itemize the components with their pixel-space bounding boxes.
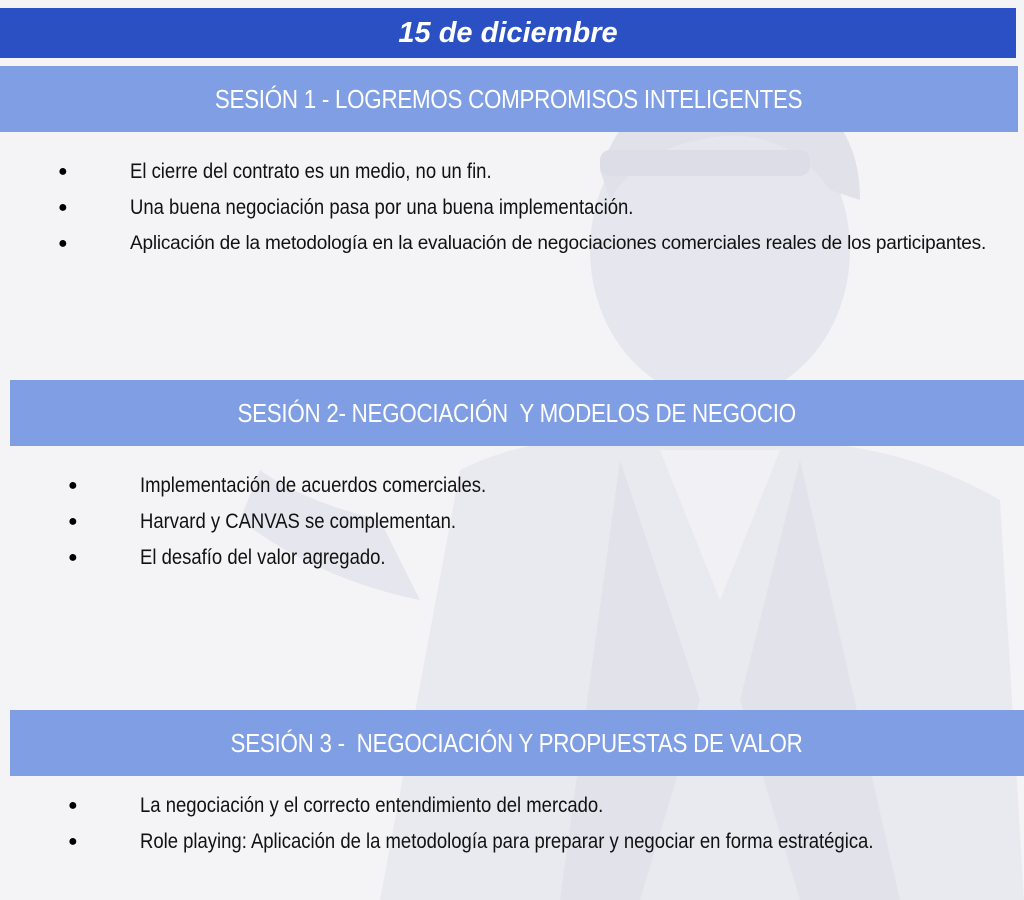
bullet-dot-icon: ● [58, 199, 68, 216]
bullet-dot-icon: ● [58, 235, 68, 252]
session-3-title: SESIÓN 3 - NEGOCIACIÓN Y PROPUESTAS DE VALOR [231, 728, 803, 758]
list-item [68, 504, 968, 540]
list-item-text: La negociación y el correcto entendimiento del mercado. [140, 794, 604, 817]
session-2-header [10, 380, 1024, 446]
bullet-dot-icon: ● [68, 797, 78, 814]
bullet-dot-icon: ● [68, 833, 78, 850]
session-2-title: SESIÓN 2- NEGOCIACIÓN Y MODELOS DE NEGOCIO [237, 398, 797, 428]
session-1-title: SESIÓN 1 - LOGREMOS COMPROMISOS INTELIGENTES [215, 84, 803, 114]
date-title-bar: 15 de diciembre [0, 8, 1016, 58]
list-item [68, 788, 1008, 824]
list-item-text: Una buena negociación pasa por una buena implementación. [130, 196, 634, 219]
bullet-dot-icon: ● [68, 549, 78, 566]
session-3-header [10, 710, 1024, 776]
session-2-list [68, 468, 968, 576]
list-item-text: Implementación de acuerdos comerciales. [140, 474, 487, 497]
list-item-text: El desafío del valor agregado. [140, 546, 386, 569]
list-item [58, 154, 988, 190]
list-item [58, 190, 988, 226]
list-item-text: El cierre del contrato es un medio, no un fin. [130, 160, 492, 183]
list-item [58, 226, 988, 262]
session-1-header [0, 66, 1018, 132]
list-item-text: Harvard y CANVAS se complementan. [140, 510, 457, 533]
bullet-dot-icon: ● [68, 513, 78, 530]
session-1-list [58, 154, 988, 262]
bullet-dot-icon: ● [68, 477, 78, 494]
list-item-text: Aplicación de la metodología en la evaluación de negociaciones comerciales reales de los participantes. [130, 233, 987, 254]
list-item-text: Role playing: Aplicación de la metodología para preparar y negociar en forma estratégica. [140, 830, 874, 853]
list-item [68, 540, 968, 576]
session-3-list [68, 788, 1008, 860]
bullet-dot-icon: ● [58, 163, 68, 180]
list-item [68, 468, 968, 504]
list-item [68, 824, 1008, 860]
